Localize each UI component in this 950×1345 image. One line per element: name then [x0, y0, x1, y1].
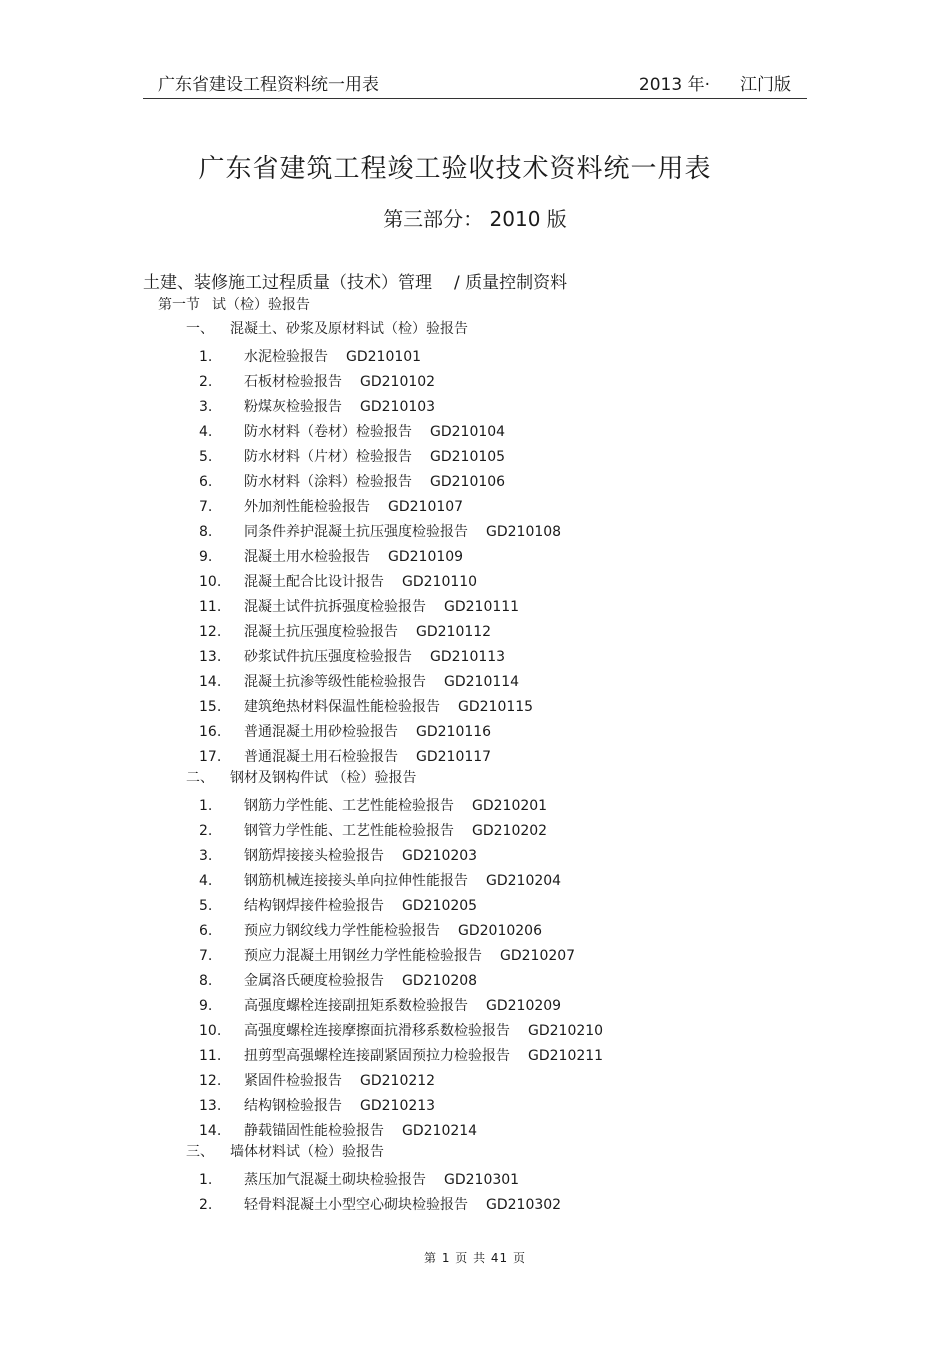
list-item	[199, 870, 561, 890]
item-number: 8.	[199, 523, 213, 540]
item-number: 1.	[199, 798, 213, 814]
group-label: 墙体材料试（检）验报告	[230, 1144, 384, 1160]
item-code: GD210105	[430, 448, 506, 465]
item-name: 钢管力学性能、工艺性能检验报告	[244, 823, 454, 839]
item-number: 9.	[199, 997, 213, 1014]
list-item	[199, 371, 435, 391]
item-code: GD210211	[528, 1047, 604, 1064]
page-header	[143, 66, 807, 99]
item-name: 结构钢焊接件检验报告	[244, 897, 384, 914]
list-item	[199, 1120, 477, 1140]
item-number: 17.	[199, 748, 222, 765]
item-number: 13.	[199, 648, 222, 665]
header-edition: 江门版	[740, 75, 791, 95]
item-name: 普通混凝土用石检验报告	[244, 748, 398, 765]
item-code: GD210113	[430, 648, 506, 665]
list-item	[199, 571, 477, 591]
item-name: 普通混凝土用砂检验报告	[244, 723, 398, 740]
item-code: GD210209	[486, 997, 562, 1014]
group-heading	[186, 767, 416, 787]
item-code: GD210104	[430, 423, 506, 440]
item-code: GD210112	[416, 623, 492, 640]
header-title: 广东省建设工程资料统一用表	[158, 75, 379, 95]
item-code: GD210103	[360, 398, 436, 415]
list-item	[199, 596, 519, 616]
list-item	[199, 671, 519, 691]
item-code: GD210213	[360, 1097, 436, 1114]
group-heading	[186, 318, 468, 338]
item-code: GD210207	[500, 947, 576, 964]
item-code: GD210201	[472, 798, 548, 814]
list-item	[199, 1020, 603, 1040]
item-code: GD210302	[486, 1197, 562, 1213]
item-name: 同条件养护混凝土抗压强度检验报告	[244, 523, 468, 540]
item-code: GD210214	[402, 1122, 478, 1139]
item-number: 12.	[199, 1072, 222, 1089]
item-code: GD210108	[486, 523, 562, 540]
part-label: 土建、装修施工过程质量（技术）管理	[143, 273, 432, 293]
item-code: GD210111	[444, 598, 520, 615]
item-name: 蒸压加气混凝土砌块检验报告	[244, 1172, 426, 1188]
list-item	[199, 820, 547, 840]
item-number: 14.	[199, 673, 222, 690]
item-code: GD210205	[402, 897, 478, 914]
item-name: 建筑绝热材料保温性能检验报告	[244, 698, 440, 715]
item-code: GD210116	[416, 723, 492, 740]
item-number: 8.	[199, 972, 213, 989]
item-number: 10.	[199, 573, 222, 590]
item-number: 7.	[199, 947, 213, 964]
item-number: 4.	[199, 872, 213, 889]
item-name: 混凝土抗压强度检验报告	[244, 623, 398, 640]
item-number: 14.	[199, 1122, 222, 1139]
list-item	[199, 521, 561, 541]
item-number: 10.	[199, 1022, 222, 1039]
item-number: 7.	[199, 498, 213, 515]
item-number: 3.	[199, 847, 213, 864]
item-number: 11.	[199, 1047, 222, 1064]
list-item	[199, 396, 435, 416]
list-item	[199, 1095, 435, 1115]
list-item	[199, 646, 505, 666]
section-label: 试（检）验报告	[212, 297, 310, 313]
item-code: GD210115	[458, 698, 534, 715]
item-name: 水泥检验报告	[244, 349, 328, 365]
item-code: GD210110	[402, 573, 478, 590]
item-number: 1.	[199, 1172, 213, 1188]
item-number: 12.	[199, 623, 222, 640]
list-item	[199, 446, 505, 466]
item-number: 16.	[199, 723, 222, 740]
item-code: GD210117	[416, 748, 492, 765]
item-name: 混凝土抗渗等级性能检验报告	[244, 673, 426, 690]
list-item	[199, 346, 421, 366]
item-name: 结构钢检验报告	[244, 1097, 342, 1114]
item-number: 6.	[199, 922, 213, 939]
list-item	[199, 1045, 603, 1065]
item-code: GD210107	[388, 498, 464, 515]
page-footer: 第 1 页 共 41 页	[424, 1251, 526, 1265]
list-item	[199, 496, 463, 516]
list-item	[199, 945, 575, 965]
list-item	[199, 471, 505, 491]
item-name: 扭剪型高强螺栓连接副紧固预拉力检验报告	[244, 1047, 510, 1064]
item-name: 防水材料（片材）检验报告	[244, 448, 412, 465]
item-code: GD210102	[360, 374, 436, 390]
list-item	[199, 546, 463, 566]
item-number: 2.	[199, 374, 213, 390]
item-number: 13.	[199, 1097, 222, 1114]
item-code: GD210204	[486, 872, 562, 889]
list-item	[199, 895, 477, 915]
group-heading	[186, 1141, 384, 1161]
item-name: 静载锚固性能检验报告	[244, 1122, 384, 1139]
item-name: 轻骨料混凝土小型空心砌块检验报告	[244, 1197, 468, 1213]
item-code: GD210114	[444, 673, 520, 690]
list-item	[199, 795, 547, 815]
item-code: GD2010206	[458, 922, 542, 939]
item-number: 5.	[199, 448, 213, 465]
part-heading	[143, 268, 567, 293]
list-item	[199, 1169, 519, 1189]
item-code: GD210101	[346, 349, 422, 365]
list-item	[199, 696, 533, 716]
header-year: 2013 年·	[638, 75, 710, 95]
item-name: 钢筋力学性能、工艺性能检验报告	[244, 798, 454, 814]
item-name: 预应力混凝土用钢丝力学性能检验报告	[244, 947, 482, 964]
item-code: GD210301	[444, 1172, 520, 1188]
list-item	[199, 845, 477, 865]
item-name: 防水材料（卷材）检验报告	[244, 423, 412, 440]
list-item	[199, 1070, 435, 1090]
item-number: 15.	[199, 698, 222, 715]
item-name: 预应力钢纹线力学性能检验报告	[244, 922, 440, 939]
header-edition-info	[639, 70, 791, 95]
item-code: GD210208	[402, 972, 478, 989]
item-name: 高强度螺栓连接副扭矩系数检验报告	[244, 997, 468, 1014]
item-name: 砂浆试件抗压强度检验报告	[244, 648, 412, 665]
list-item	[199, 995, 561, 1015]
item-name: 混凝土用水检验报告	[244, 548, 370, 565]
item-code: GD210210	[528, 1022, 604, 1039]
item-name: 粉煤灰检验报告	[244, 398, 342, 415]
list-item	[199, 721, 491, 741]
group-number: 二、	[186, 770, 214, 786]
item-name: 防水材料（涂料）检验报告	[244, 473, 412, 490]
section-number: 第一节	[158, 297, 200, 313]
item-number: 3.	[199, 398, 213, 415]
item-number: 1.	[199, 349, 213, 365]
item-code: GD210203	[402, 847, 478, 864]
item-name: 石板材检验报告	[244, 374, 342, 390]
item-name: 钢筋焊接接头检验报告	[244, 847, 384, 864]
item-code: GD210202	[472, 823, 548, 839]
section-heading	[158, 294, 310, 314]
group-number: 一、	[186, 321, 214, 337]
group-label: 混凝土、砂浆及原材料试（检）验报告	[230, 321, 468, 337]
item-name: 高强度螺栓连接摩擦面抗滑移系数检验报告	[244, 1022, 510, 1039]
item-name: 外加剂性能检验报告	[244, 498, 370, 515]
group-number: 三、	[186, 1144, 214, 1160]
item-number: 6.	[199, 473, 213, 490]
item-code: GD210109	[388, 548, 464, 565]
item-name: 混凝土配合比设计报告	[244, 573, 384, 590]
item-name: 钢筋机械连接接头单向拉伸性能报告	[244, 872, 468, 889]
item-number: 5.	[199, 897, 213, 914]
item-name: 混凝土试件抗拆强度检验报告	[244, 598, 426, 615]
group-label: 钢材及钢构件试 （检）验报告	[230, 770, 417, 786]
item-number: 2.	[199, 823, 213, 839]
item-code: GD210106	[430, 473, 506, 490]
item-name: 金属洛氏硬度检验报告	[244, 972, 384, 989]
item-number: 2.	[199, 1197, 213, 1213]
list-item	[199, 920, 542, 940]
part-suffix: / 质量控制资料	[454, 273, 568, 293]
document-subtitle: 第三部分： 2010 版	[383, 207, 567, 231]
list-item	[199, 621, 491, 641]
item-name: 紧固件检验报告	[244, 1072, 342, 1089]
list-item	[199, 1194, 561, 1214]
list-item	[199, 970, 477, 990]
item-code: GD210212	[360, 1072, 436, 1089]
list-item	[199, 421, 505, 441]
document-title: 广东省建筑工程竣工验收技术资料统一用表	[198, 154, 712, 184]
item-number: 4.	[199, 423, 213, 440]
item-number: 9.	[199, 548, 213, 565]
list-item	[199, 746, 491, 766]
item-number: 11.	[199, 598, 222, 615]
